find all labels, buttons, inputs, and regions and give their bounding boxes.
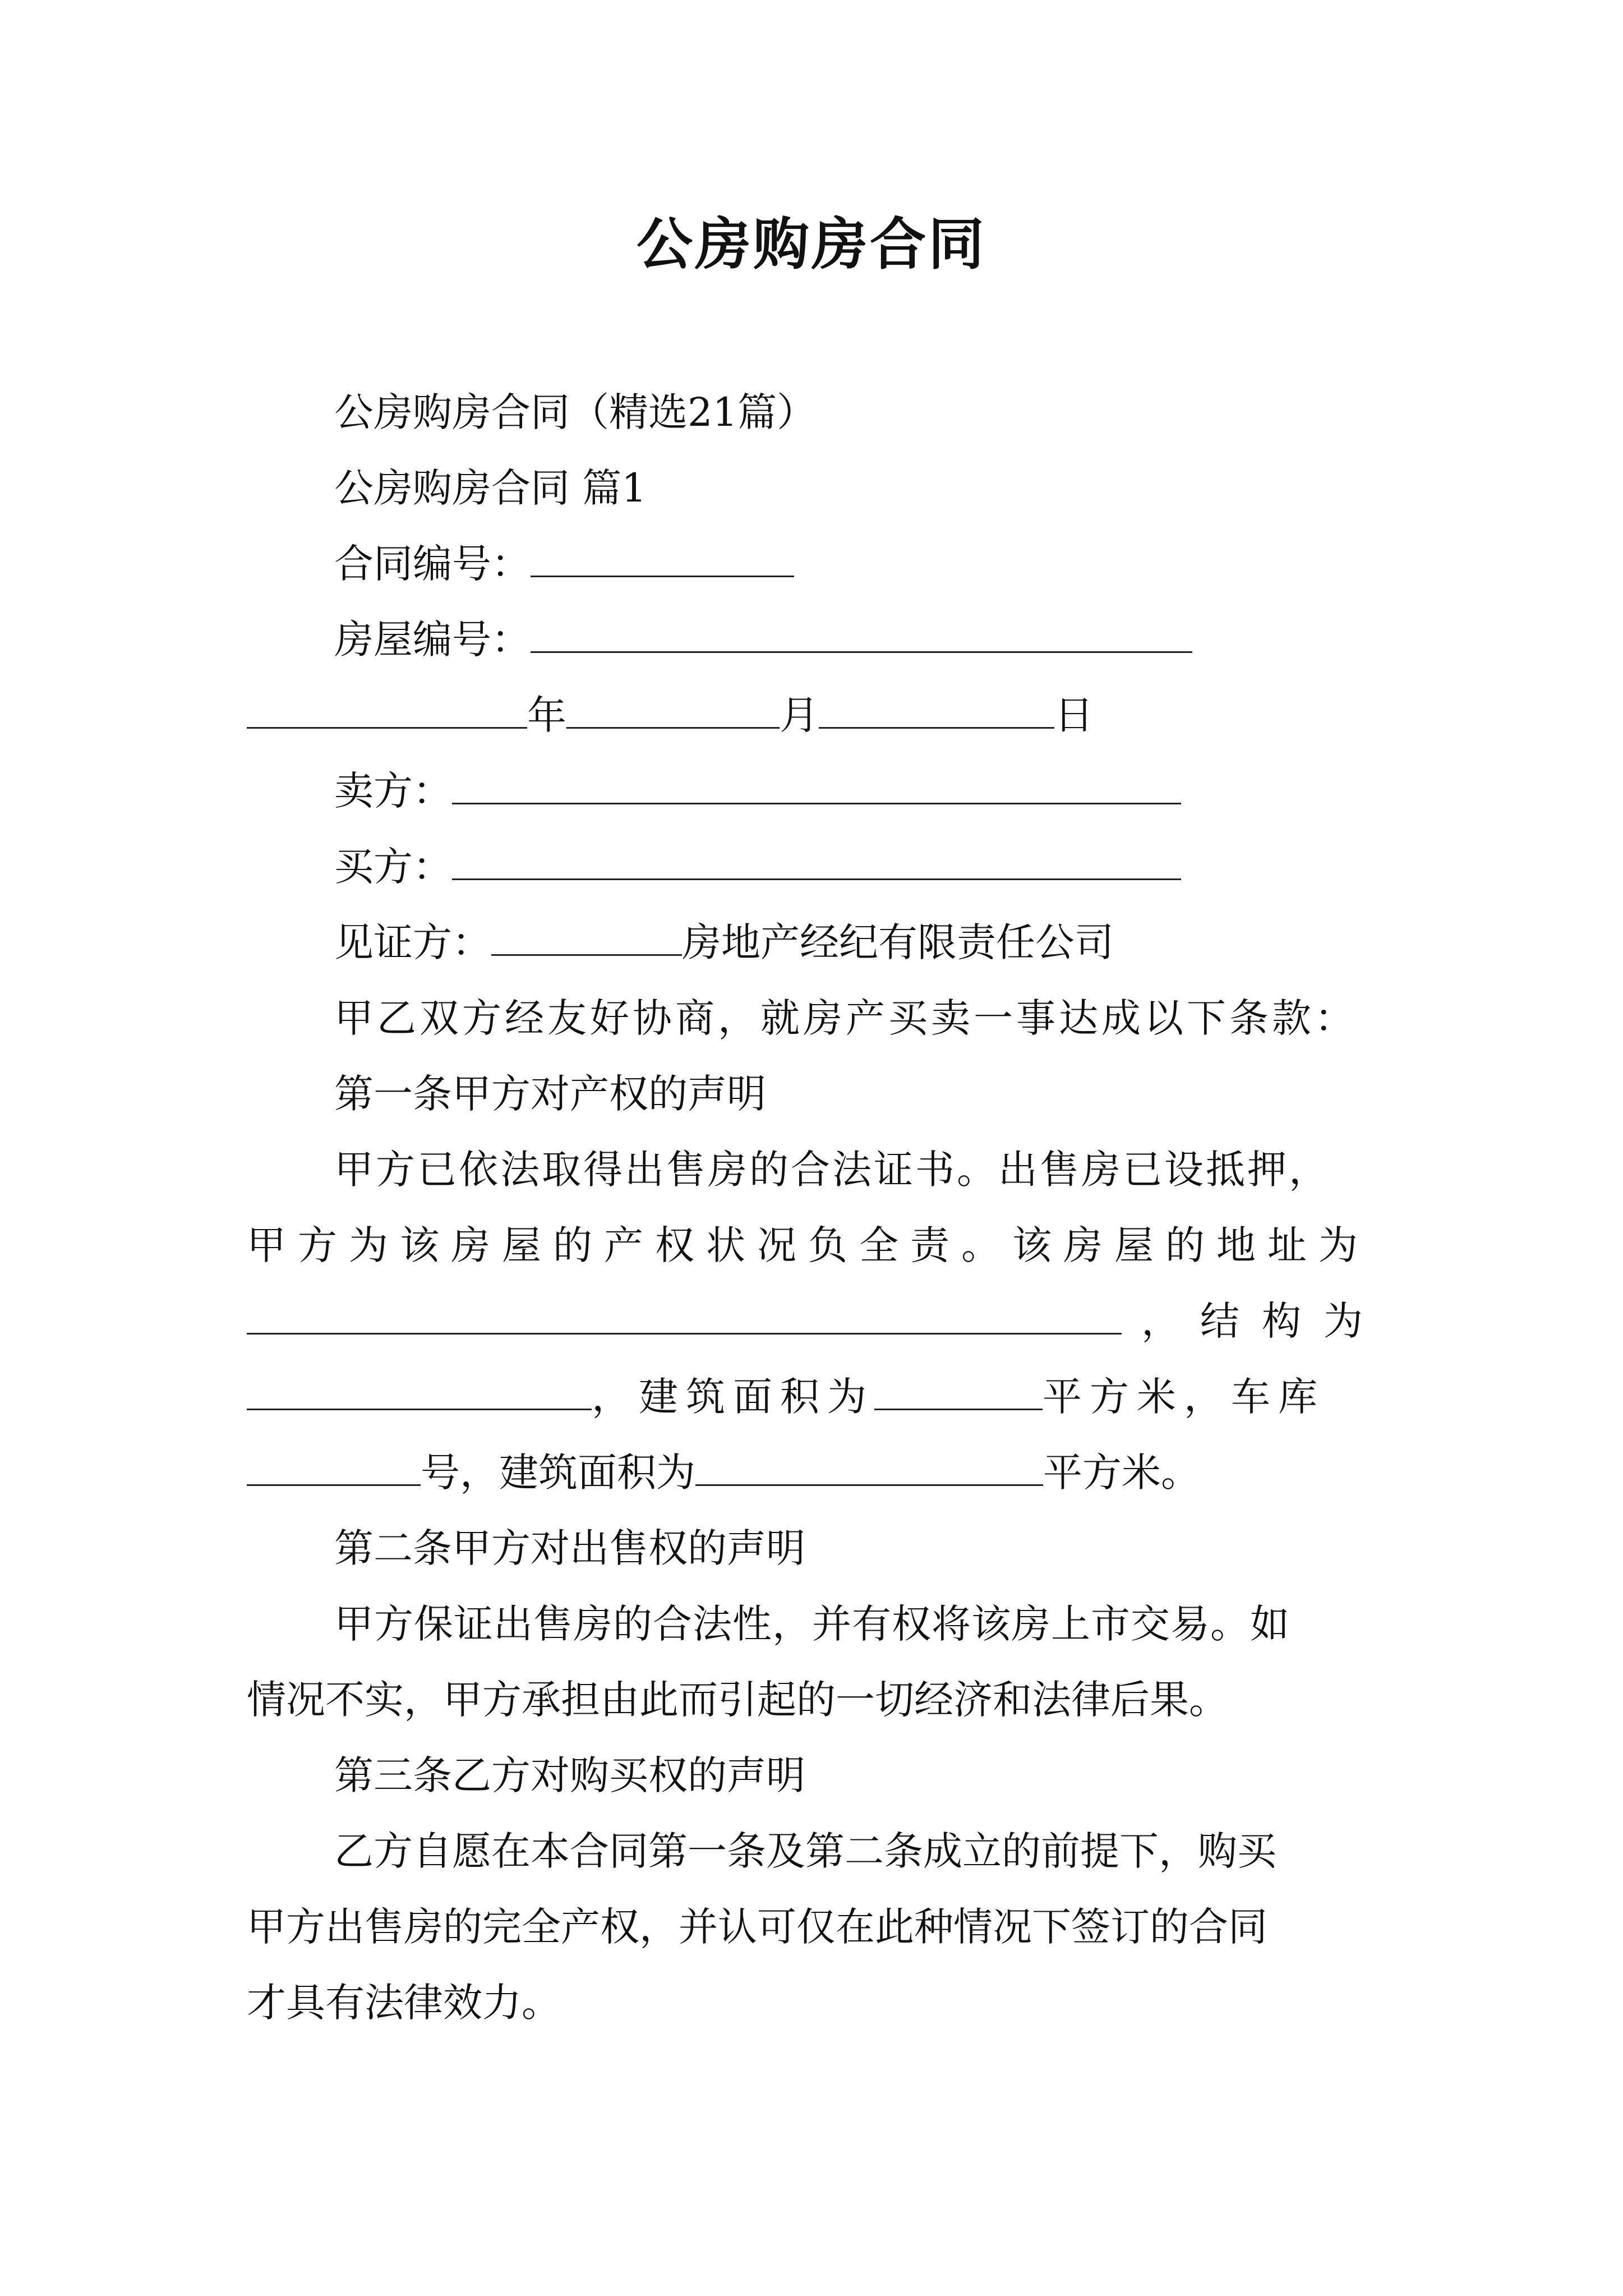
witness-row <box>334 914 1114 970</box>
year-label: 年 <box>527 692 566 738</box>
garage-area-blank <box>695 1445 1043 1486</box>
article2-line1: 甲方保证出售房的合法性，并有权将该房上市交易。如 <box>334 1601 1290 1647</box>
area-label: ，建筑面积为 <box>592 1374 874 1420</box>
article2-line2: 情况不实，甲方承担由此而引起的一切经济和法律后果。 <box>247 1677 1228 1723</box>
structure-blank <box>247 1369 592 1410</box>
document-title: 公房购房合同 <box>637 211 986 277</box>
intro-paragraph: 甲乙双方经友好协商，就房产买卖一事达成以下条款： <box>334 995 1357 1041</box>
address-comma: ， <box>1141 1298 1181 1344</box>
buyer-row <box>334 839 1181 895</box>
buyer-blank <box>452 839 1181 880</box>
date-row <box>247 687 1094 743</box>
garage-area-unit: 平方米。 <box>1043 1450 1200 1496</box>
house-number-label: 房屋编号： <box>334 616 531 662</box>
seller-blank <box>452 763 1181 804</box>
witness-label: 见证方： <box>334 919 491 965</box>
month-blank <box>566 688 780 729</box>
witness-suffix: 房地产经纪有限责任公司 <box>682 919 1114 965</box>
article1-line3 <box>247 1293 1385 1349</box>
area-blank <box>874 1369 1043 1410</box>
article1-line4 <box>247 1369 1325 1425</box>
seller-label: 卖方： <box>334 768 452 814</box>
witness-blank <box>491 915 682 956</box>
article1-line2: 甲方为该房屋的产权状况负全责。该房屋的地址为 <box>247 1222 1370 1268</box>
document-subtitle: 公房购房合同（精选21篇） <box>334 389 817 435</box>
article2-heading: 第二条甲方对出售权的声明 <box>334 1525 805 1571</box>
house-number-blank <box>531 612 1192 653</box>
contract-number-blank <box>531 536 794 577</box>
buyer-label: 买方： <box>334 844 452 890</box>
article3-line3: 才具有法律效力。 <box>247 1980 561 2026</box>
month-label: 月 <box>780 692 819 738</box>
contract-number-row <box>334 536 794 592</box>
address-blank <box>247 1294 1122 1335</box>
house-number-row <box>334 611 1192 668</box>
article3-heading: 第三条乙方对购买权的声明 <box>334 1752 805 1798</box>
garage-label: 平方米，车库 <box>1043 1374 1325 1420</box>
seller-row <box>334 763 1181 819</box>
article1-line5 <box>247 1444 1200 1501</box>
article3-line2: 甲方出售房的完全产权，并认可仅在此种情况下签订的合同 <box>247 1904 1267 1950</box>
contract-number-label: 合同编号： <box>334 541 531 587</box>
article1-heading: 第一条甲方对产权的声明 <box>334 1071 766 1117</box>
garage-area-label: 号，建筑面积为 <box>421 1450 695 1496</box>
garage-number-blank <box>247 1445 421 1486</box>
structure-label: 结构为 <box>1200 1298 1385 1344</box>
article1-line1: 甲方已依法取得出售房的合法证书。出售房已设抵押， <box>334 1147 1330 1193</box>
article3-line1: 乙方自愿在本合同第一条及第二条成立的前提下，购买 <box>334 1828 1276 1874</box>
day-label: 日 <box>1054 692 1094 738</box>
year-blank <box>247 688 527 729</box>
day-blank <box>819 688 1054 729</box>
section-heading: 公房购房合同 篇1 <box>334 465 647 511</box>
